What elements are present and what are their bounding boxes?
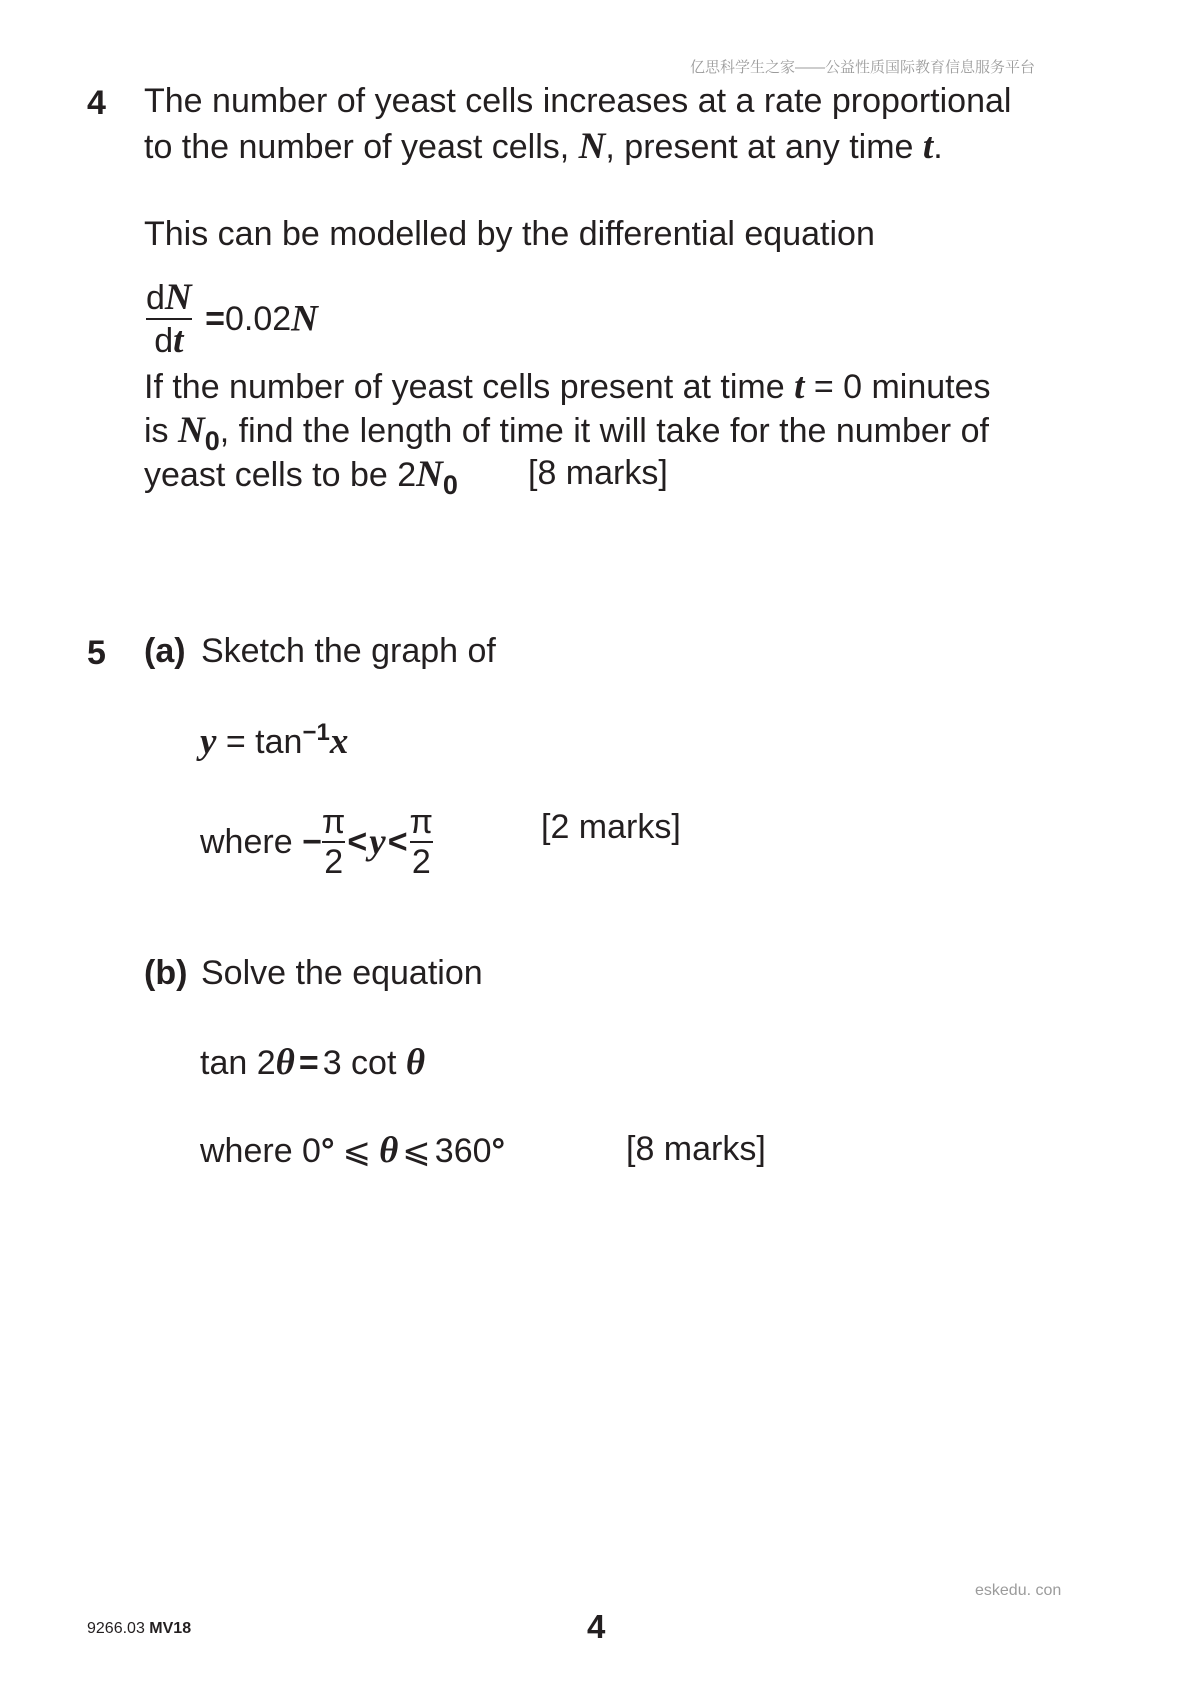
q4-line-2-text-b: , present at any time [605,128,923,166]
q4-condition-line-1 [144,368,991,405]
equals-sign: = [205,300,225,338]
fraction-denominator: 2 [324,843,344,881]
q4-cond-line2-text-b: , find the length of time it will take for the number of [219,412,989,450]
q4-line-2-text-c: . [933,128,943,166]
question-4-number: 4 [87,84,106,122]
where-zero-text: where 0 [200,1132,321,1170]
var-theta: θ [379,1130,399,1171]
subscript-zero: 0 [204,426,220,456]
less-than-sign: < [347,823,368,861]
fraction-numerator: π [409,803,434,841]
q4-cond-text-a: If the number of yeast cells present at time [144,368,795,406]
d-symbol: d [154,322,174,360]
var-t: t [173,320,184,361]
q5-part-a-label: (a) [144,632,186,670]
q4-line-2-text-a: to the number of yeast cells, [144,128,579,166]
q4-condition-line-3 [144,454,458,500]
minus-sign: − [302,823,322,861]
header-watermark: 亿思科学生之家——公益性质国际教育信息服务平台 [690,59,1036,76]
q4-condition-line-2 [144,410,989,456]
q5b-marks: [8 marks] [626,1130,766,1168]
subscript-zero: 0 [442,470,458,500]
q4-cond-text-b: = 0 minutes [804,368,991,406]
q4-marks: [8 marks] [528,454,668,492]
var-N: N [291,298,318,340]
d-symbol: d [146,279,165,317]
var-theta: θ [405,1042,426,1083]
var-x: x [329,721,349,762]
pi-over-2-fraction [322,805,345,879]
var-t: t [794,366,805,407]
degree-sign: ° [491,1132,506,1170]
var-N: N [416,454,443,495]
superscript-minus-one: −1 [302,719,330,746]
dN-dt-fraction [146,279,192,359]
pi-over-2-fraction [410,805,433,879]
q5-part-a-text: Sketch the graph of [201,632,496,670]
fraction-numerator [146,279,192,316]
q4-line-2 [144,128,943,165]
page-number: 4 [587,1608,606,1645]
q5a-equation [200,719,349,762]
leq-sign: ⩽ [342,1132,372,1170]
equals-tan: = tan [216,723,303,761]
var-y: y [200,721,217,762]
leq-sign: ⩽ [402,1132,431,1170]
q5-part-b-label: (b) [144,954,188,992]
q5-part-b-text: Solve the equation [201,954,483,992]
degree-sign: ° [320,1132,335,1170]
var-t: t [922,126,934,167]
q4-cond-line3-text-a: yeast cells to be 2 [144,456,417,494]
var-theta: θ [275,1042,295,1083]
equals-sign: = [298,1044,319,1082]
q5b-equation [200,1044,425,1081]
var-N: N [164,277,192,318]
eq-rhs-coefficient: 0.02 [224,300,292,338]
var-N: N [178,410,205,451]
q4-line-1: The number of yeast cells increases at a rate proportional [144,82,1012,120]
footer-site-watermark: eskedu. con [975,1582,1062,1599]
q4-cond-line2-text-a: is [144,412,178,450]
fraction-numerator: π [321,803,346,841]
var-N: N [578,126,606,167]
question-5-number: 5 [87,634,106,672]
where-text: where [200,823,303,861]
q5a-domain [200,805,433,879]
three-cot-text: 3 cot [322,1044,406,1082]
q4-differential-equation [146,279,318,359]
footer-code-bold: MV18 [149,1620,192,1637]
fraction-bar [146,318,192,320]
footer-paper-code [87,1620,191,1638]
fraction-denominator: 2 [411,843,431,881]
three-sixty-text: 360 [434,1132,492,1170]
footer-code-number: 9266.03 [87,1620,145,1637]
q5b-domain [200,1132,505,1169]
fraction-denominator [146,322,192,359]
q4-model-text: This can be modelled by the differential equation [144,215,875,253]
tan-2-text: tan 2 [200,1044,276,1082]
q5a-marks: [2 marks] [541,808,681,846]
less-than-sign: < [387,823,408,861]
var-y: y [369,821,386,863]
